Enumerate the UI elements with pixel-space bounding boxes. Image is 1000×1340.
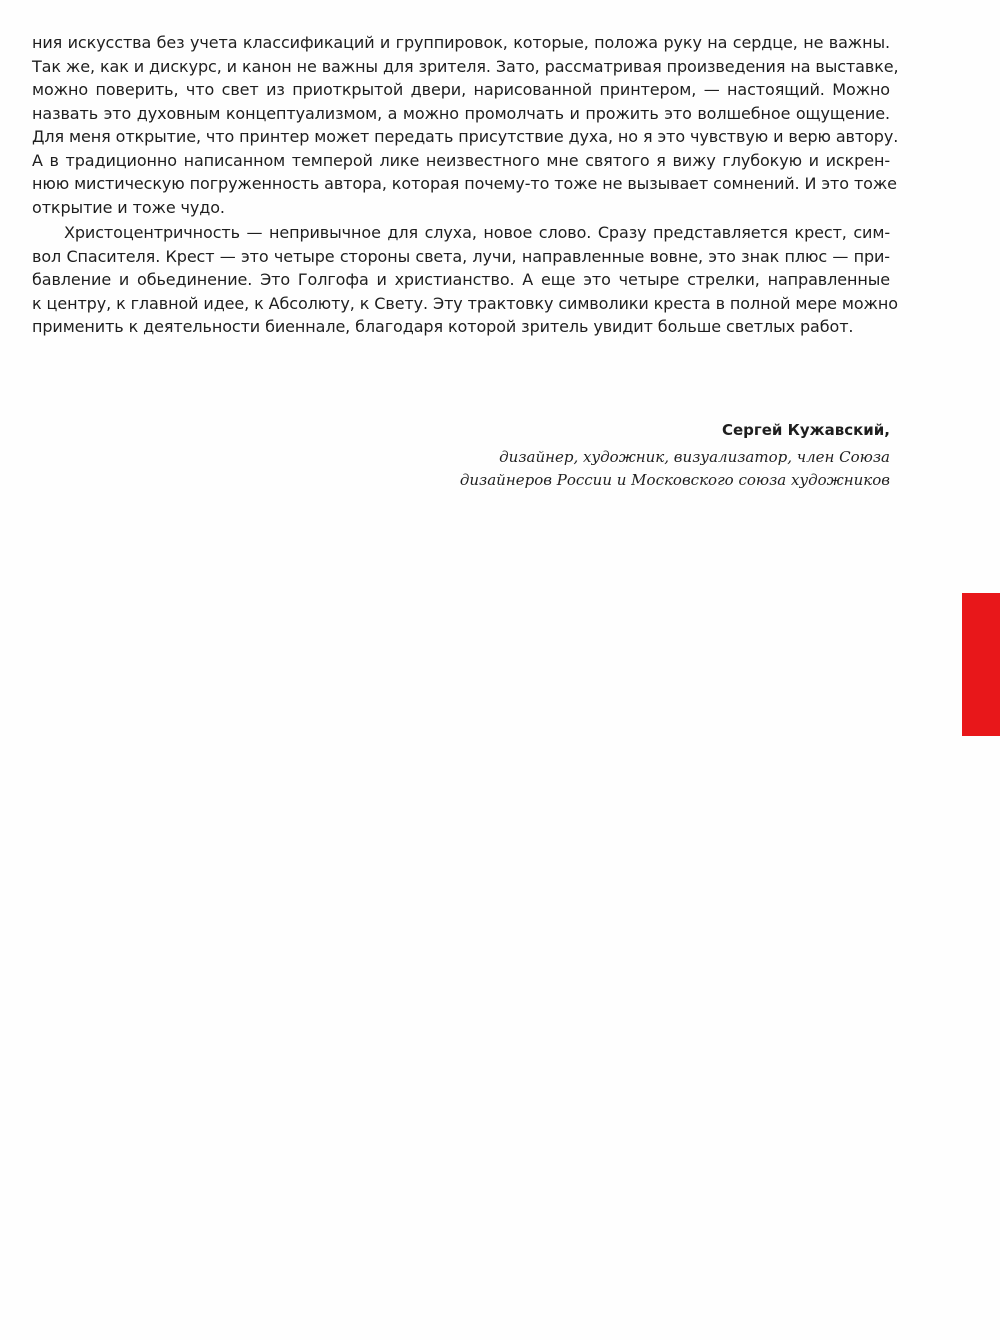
author-name: Сергей Кужавский, bbox=[721, 421, 890, 439]
author-role-line: дизайнеров России и Московского союза художников bbox=[459, 471, 890, 489]
text-line: назвать это духовным концептуализмом, а можно промолчать и прожить это волшебное ощущение. bbox=[32, 103, 890, 123]
text-line: Христоцентричность — непривычное для слуха, новое слово. Сразу представляется крест, сим- bbox=[64, 223, 890, 242]
text-line: А в традиционно написанном темперой лике неизвестного мне святого я вижу глубокую и искрен- bbox=[32, 150, 890, 170]
paragraph-1 bbox=[32, 31, 899, 219]
article-body bbox=[32, 31, 899, 339]
text-line: Так же, как и дискурс, и канон не важны для зрителя. Зато, рассматривая произведения на выставке, bbox=[32, 56, 899, 76]
text-line: ния искусства без учета классификаций и группировок, которые, положа руку на сердце, не важны. bbox=[32, 33, 890, 52]
text-line: Для меня открытие, что принтер может передать присутствие духа, но я это чувствую и верю автору. bbox=[32, 127, 899, 146]
author-signature bbox=[460, 420, 890, 492]
text-line: бавление и обьединение. Это Голгофа и христианство. А еще это четыре стрелки, направленные bbox=[32, 270, 890, 289]
text-line: нюю мистическую погруженность автора, которая почему-то тоже не вызывает сомнений. И это тоже bbox=[32, 174, 897, 193]
text-line: вол Спасителя. Крест — это четыре стороны света, лучи, направленные вовне, это знак плюс — при- bbox=[32, 246, 890, 266]
section-tab-marker bbox=[962, 593, 1000, 736]
text-line: можно поверить, что свет из приоткрытой двери, нарисованной принтером, — настоящий. Можно bbox=[32, 80, 890, 99]
text-line: применить к деятельности биеннале, благодаря которой зритель увидит больше светлых работ. bbox=[32, 317, 854, 336]
paragraph-2 bbox=[32, 221, 898, 339]
text-line: к центру, к главной идее, к Абсолюту, к Свету. Эту трактовку символики креста в полной мере можно bbox=[32, 293, 898, 313]
text-line: открытие и тоже чудо. bbox=[32, 197, 225, 217]
author-role-line: дизайнер, художник, визуализатор, член Союза bbox=[499, 448, 890, 466]
